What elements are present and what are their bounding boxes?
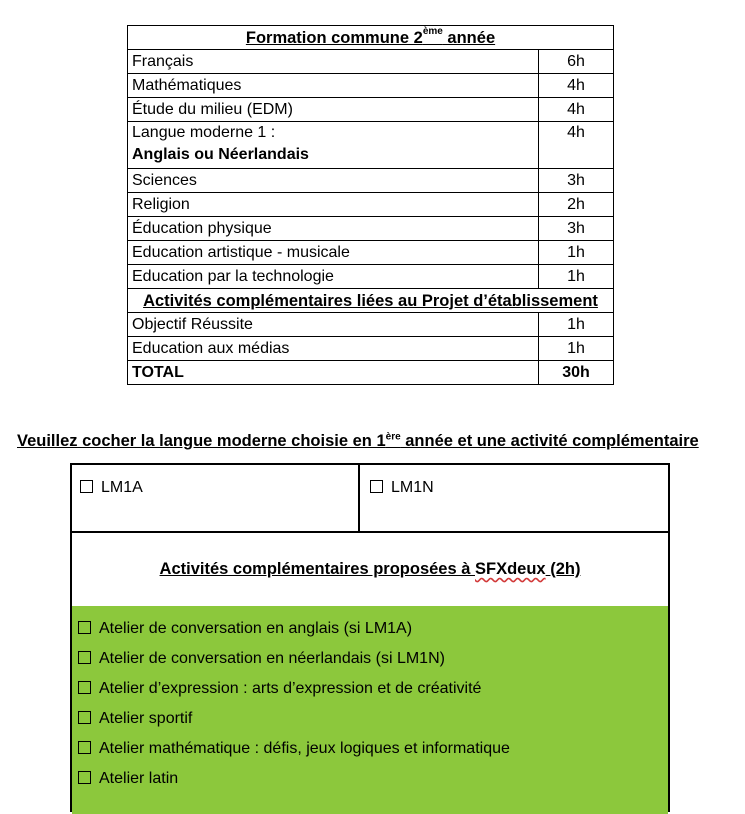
activities-section-title: Activités complémentaires liées au Projet d’établissement xyxy=(128,289,614,313)
course-label: Religion xyxy=(128,193,539,217)
choice-form xyxy=(70,463,670,812)
course-label: Français xyxy=(128,50,539,74)
activity-option-label: Atelier sportif xyxy=(99,710,193,727)
course-row xyxy=(128,74,614,98)
activity-option[interactable] xyxy=(72,764,668,794)
activity-option[interactable] xyxy=(72,614,668,644)
course-label xyxy=(128,122,539,169)
activity-checkbox[interactable] xyxy=(78,651,91,664)
course-label: Education artistique - musicale xyxy=(128,241,539,265)
activity-hours: 1h xyxy=(539,313,614,337)
activities-offered-title: Activités complémentaires proposées à SFXdeux (2h) xyxy=(159,560,581,578)
activity-row xyxy=(128,337,614,361)
course-hours: 4h xyxy=(539,98,614,122)
course-hours: 3h xyxy=(539,169,614,193)
lm1n-option[interactable] xyxy=(362,465,668,531)
activity-options-list xyxy=(72,606,668,814)
course-label: Éducation physique xyxy=(128,217,539,241)
activity-option-label: Atelier d’expression : arts d’expression et de créativité xyxy=(99,680,482,697)
course-hours: 3h xyxy=(539,217,614,241)
course-hours: 4h xyxy=(539,74,614,98)
course-hours: 2h xyxy=(539,193,614,217)
activity-hours: 1h xyxy=(539,337,614,361)
course-row xyxy=(128,122,614,169)
activity-checkbox[interactable] xyxy=(78,771,91,784)
activity-checkbox[interactable] xyxy=(78,681,91,694)
activity-option[interactable] xyxy=(72,704,668,734)
lm1n-label: LM1N xyxy=(391,479,434,496)
spellcheck-word: SFXdeux xyxy=(475,560,546,578)
activity-row xyxy=(128,313,614,337)
course-row xyxy=(128,98,614,122)
lm1a-option[interactable] xyxy=(72,465,360,531)
language-choice-row xyxy=(72,465,668,533)
activity-option[interactable] xyxy=(72,674,668,704)
course-label: Education par la technologie xyxy=(128,265,539,289)
total-row xyxy=(128,361,614,385)
course-label: Étude du milieu (EDM) xyxy=(128,98,539,122)
activity-checkbox[interactable] xyxy=(78,711,91,724)
lm1a-label: LM1A xyxy=(101,479,143,496)
activity-option-label: Atelier mathématique : défis, jeux logiques et informatique xyxy=(99,740,510,757)
activity-option[interactable] xyxy=(72,644,668,674)
activity-option[interactable] xyxy=(72,734,668,764)
activity-checkbox[interactable] xyxy=(78,621,91,634)
course-hours: 1h xyxy=(539,241,614,265)
schedule-header-row xyxy=(128,26,614,50)
activities-header-row xyxy=(128,289,614,313)
course-hours: 1h xyxy=(539,265,614,289)
course-hours: 6h xyxy=(539,50,614,74)
schedule-table xyxy=(127,25,614,385)
course-row xyxy=(128,193,614,217)
course-row xyxy=(128,265,614,289)
activity-option-label: Atelier latin xyxy=(99,770,179,787)
course-label-line: Langue moderne 1 : xyxy=(132,124,276,141)
activity-label: Education aux médias xyxy=(128,337,539,361)
lm1a-checkbox[interactable] xyxy=(80,480,93,493)
activity-label: Objectif Réussite xyxy=(128,313,539,337)
lm1n-checkbox[interactable] xyxy=(370,480,383,493)
total-hours: 30h xyxy=(539,361,614,385)
course-hours: 4h xyxy=(539,122,614,169)
course-label: Sciences xyxy=(128,169,539,193)
activity-option-label: Atelier de conversation en anglais (si LM1A) xyxy=(99,620,413,637)
course-label: Mathématiques xyxy=(128,74,539,98)
course-sublabel: Anglais ou Néerlandais xyxy=(132,146,309,163)
activity-checkbox[interactable] xyxy=(78,741,91,754)
course-row xyxy=(128,217,614,241)
activity-option-label: Atelier de conversation en néerlandais (si LM1N) xyxy=(99,650,445,667)
schedule-title: Formation commune 2ème année xyxy=(128,26,614,50)
total-label: TOTAL xyxy=(128,361,539,385)
course-row xyxy=(128,169,614,193)
course-row xyxy=(128,241,614,265)
course-row xyxy=(128,50,614,74)
instruction-heading: Veuillez cocher la langue moderne choisie en 1ère année et une activité complémentaire xyxy=(17,431,699,450)
